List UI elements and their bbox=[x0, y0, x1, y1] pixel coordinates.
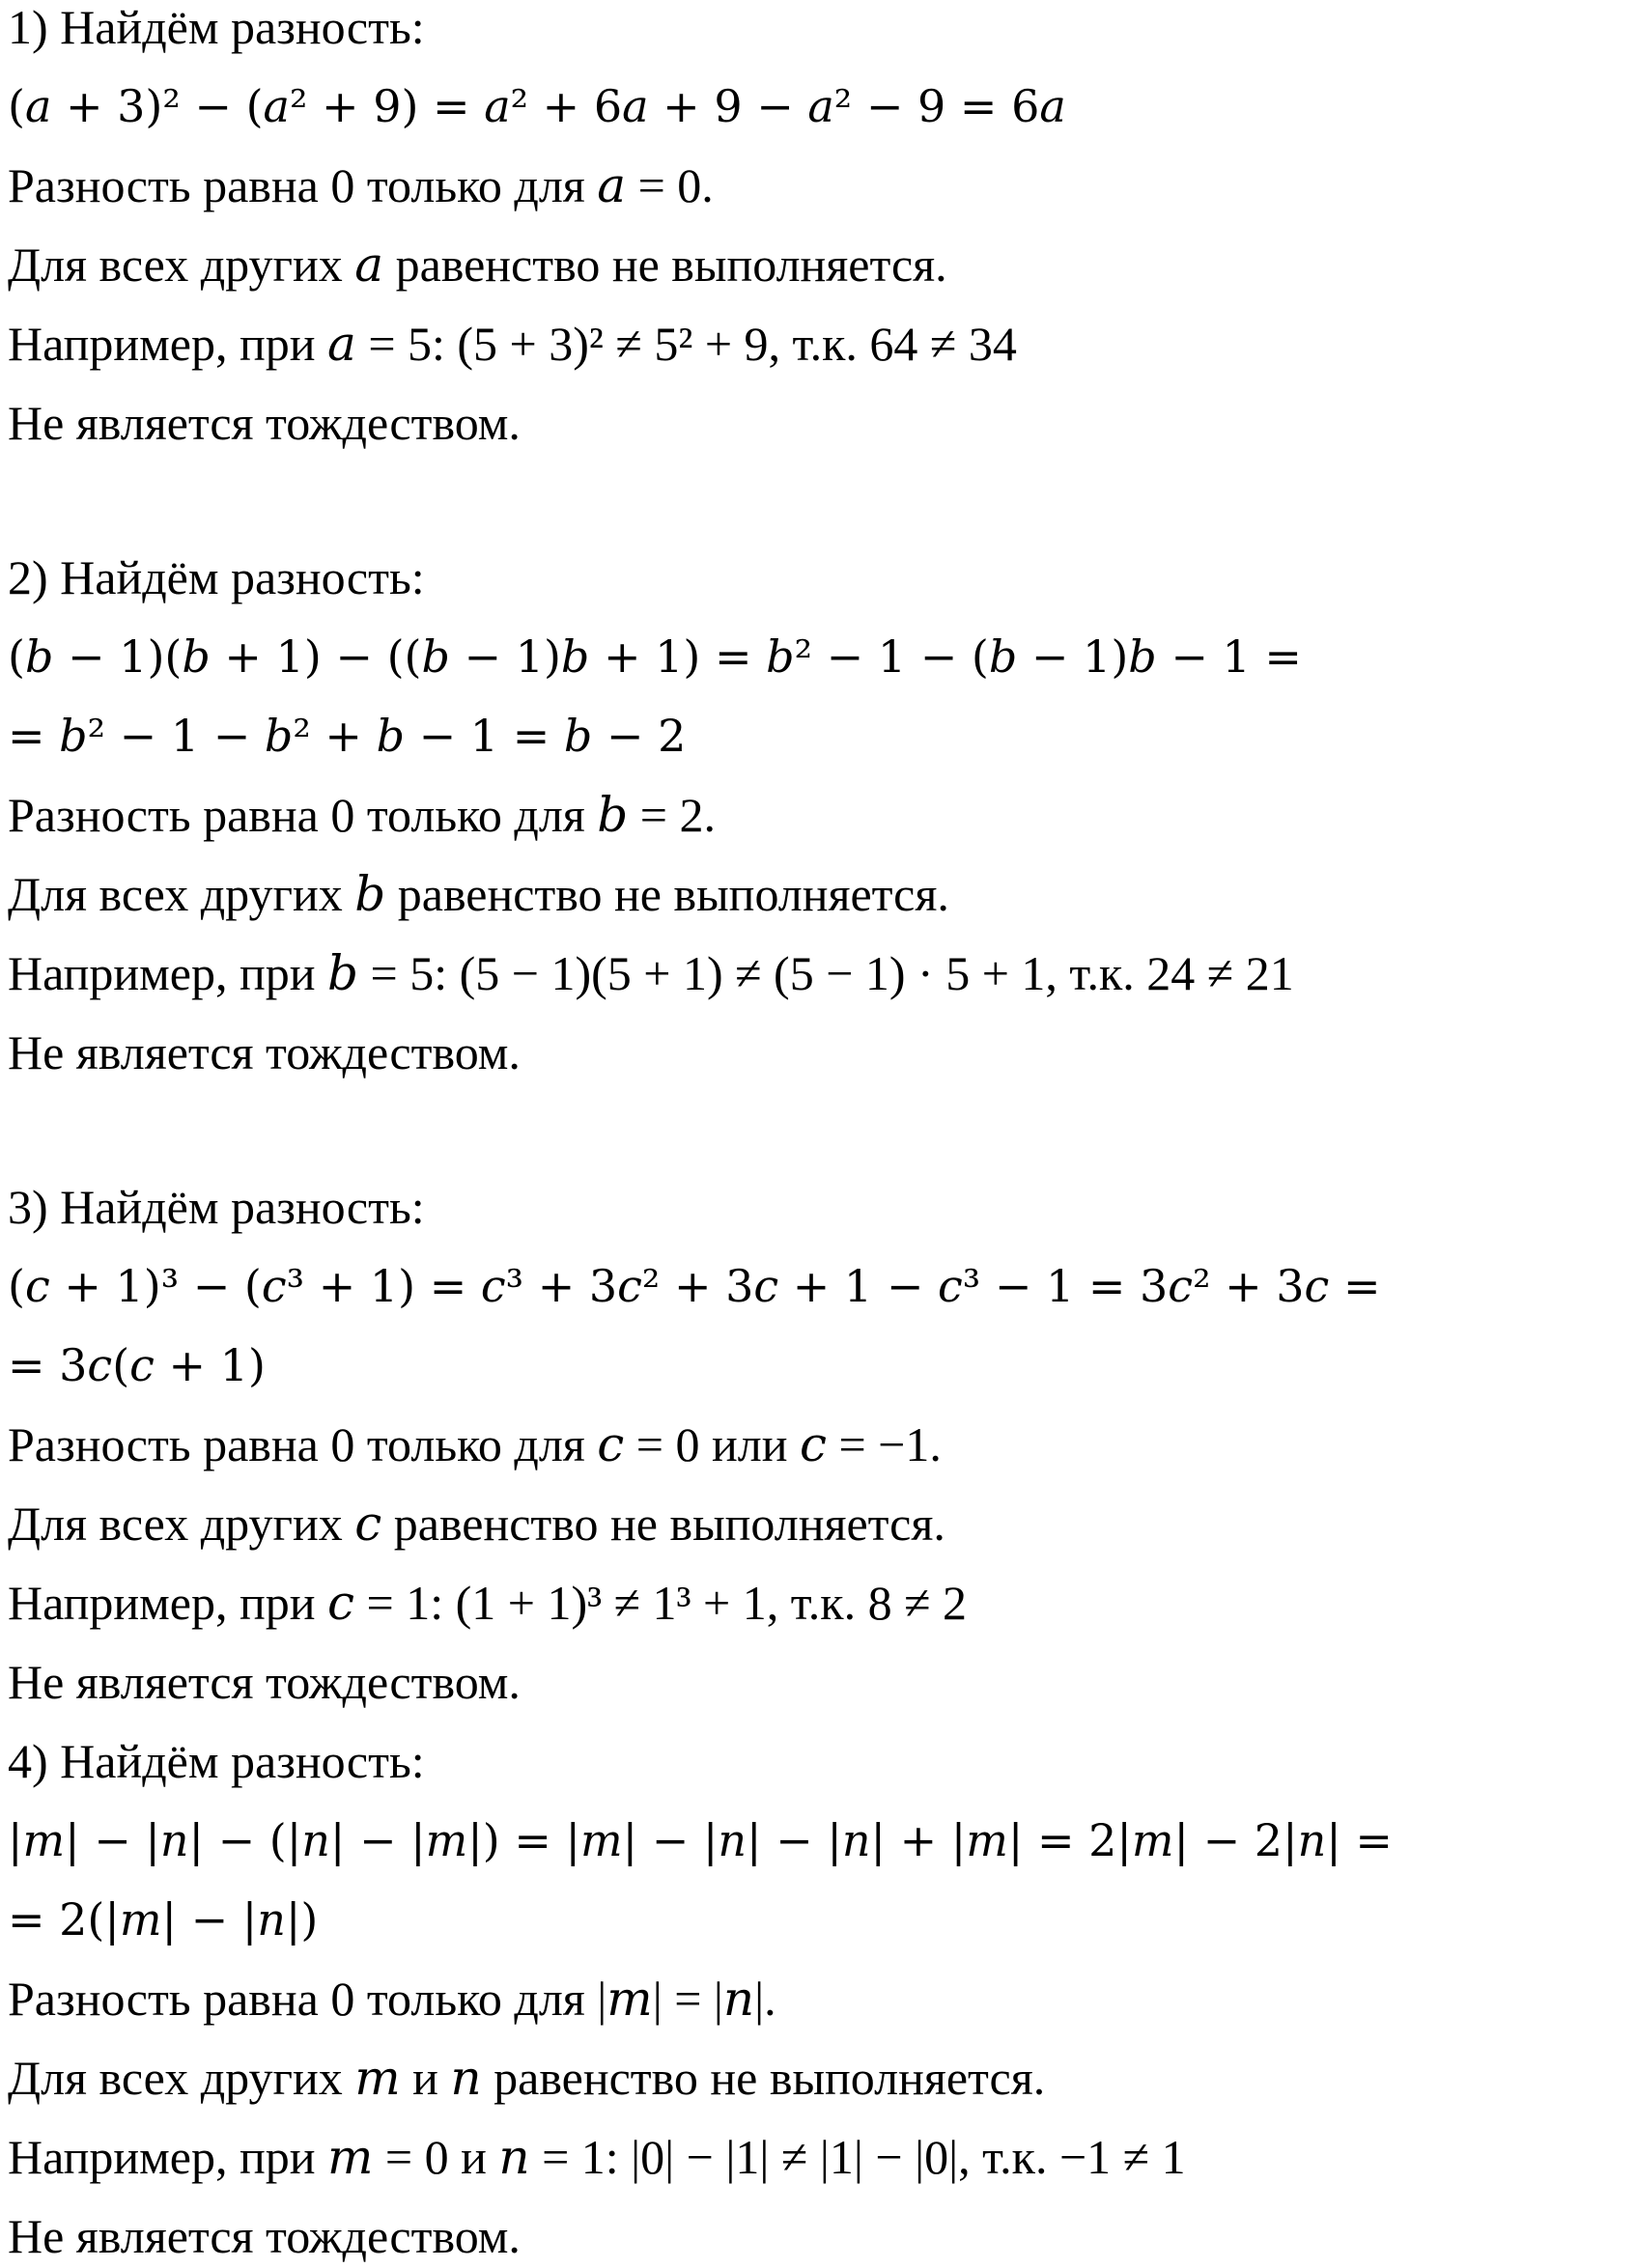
section-2-equation-line-2: = 𝑏² − 1 − 𝑏² + 𝑏 − 1 = 𝑏 − 2 bbox=[8, 710, 687, 762]
section-1-zero-condition: Разность равна 0 только для 𝑎 = 0. bbox=[8, 158, 714, 212]
section-4-other-values: Для всех других 𝑚 и 𝑛 равенство не выполняется. bbox=[8, 2051, 1046, 2105]
section-4-equation-line-1: |𝑚| − |𝑛| − (|𝑛| − |𝑚|) = |𝑚| − |𝑛| − |𝑛| + |𝑚| = 2|𝑚| − 2|𝑛| = bbox=[8, 1814, 1393, 1866]
section-2-conclusion: Не является тождеством. bbox=[8, 1025, 521, 1079]
section-1-example: Например, при 𝑎 = 5: (5 + 3)² ≠ 5² + 9, т.к. 64 ≠ 34 bbox=[8, 317, 1017, 371]
section-4-equation-line-2: = 2(|𝑚| − |𝑛|) bbox=[8, 1893, 319, 1946]
section-3-example: Например, при 𝑐 = 1: (1 + 1)³ ≠ 1³ + 1, т.к. 8 ≠ 2 bbox=[8, 1576, 968, 1630]
section-2-heading: 2) Найдём разность: bbox=[8, 550, 425, 604]
section-1-heading: 1) Найдём разность: bbox=[8, 0, 425, 54]
section-2-zero-condition: Разность равна 0 только для 𝑏 = 2. bbox=[8, 788, 716, 842]
section-3-equation-line-2: = 3𝑐(𝑐 + 1) bbox=[8, 1339, 266, 1391]
section-3-conclusion: Не является тождеством. bbox=[8, 1655, 521, 1709]
section-4-example: Например, при 𝑚 = 0 и 𝑛 = 1: |0| − |1| ≠ |1| − |0|, т.к. −1 ≠ 1 bbox=[8, 2130, 1186, 2184]
section-2-equation-line-1: (𝑏 − 1)(𝑏 + 1) − ((𝑏 − 1)𝑏 + 1) = 𝑏² − 1 − (𝑏 − 1)𝑏 − 1 = bbox=[8, 630, 1302, 683]
section-4-zero-condition: Разность равна 0 только для |𝑚| = |𝑛|. bbox=[8, 1972, 776, 2026]
section-1-conclusion: Не является тождеством. bbox=[8, 396, 521, 450]
section-3-zero-condition: Разность равна 0 только для 𝑐 = 0 или 𝑐 = −1. bbox=[8, 1417, 942, 1471]
section-2-example: Например, при 𝑏 = 5: (5 − 1)(5 + 1) ≠ (5 − 1) · 5 + 1, т.к. 24 ≠ 21 bbox=[8, 946, 1294, 1000]
section-1-equation: (𝑎 + 3)² − (𝑎² + 9) = 𝑎² + 6𝑎 + 9 − 𝑎² − 9 = 6𝑎 bbox=[8, 80, 1066, 132]
section-3-equation-line-1: (𝑐 + 1)³ − (𝑐³ + 1) = 𝑐³ + 3𝑐² + 3𝑐 + 1 − 𝑐³ − 1 = 3𝑐² + 3𝑐 = bbox=[8, 1260, 1381, 1312]
section-4-conclusion: Не является тождеством. bbox=[8, 2209, 521, 2263]
section-3-heading: 3) Найдём разность: bbox=[8, 1180, 425, 1234]
section-4-heading: 4) Найдём разность: bbox=[8, 1734, 425, 1788]
section-1-other-values: Для всех других 𝑎 равенство не выполняется. bbox=[8, 238, 947, 292]
section-2-other-values: Для всех других 𝑏 равенство не выполняется. bbox=[8, 867, 949, 921]
section-3-other-values: Для всех других 𝑐 равенство не выполняется. bbox=[8, 1497, 945, 1551]
